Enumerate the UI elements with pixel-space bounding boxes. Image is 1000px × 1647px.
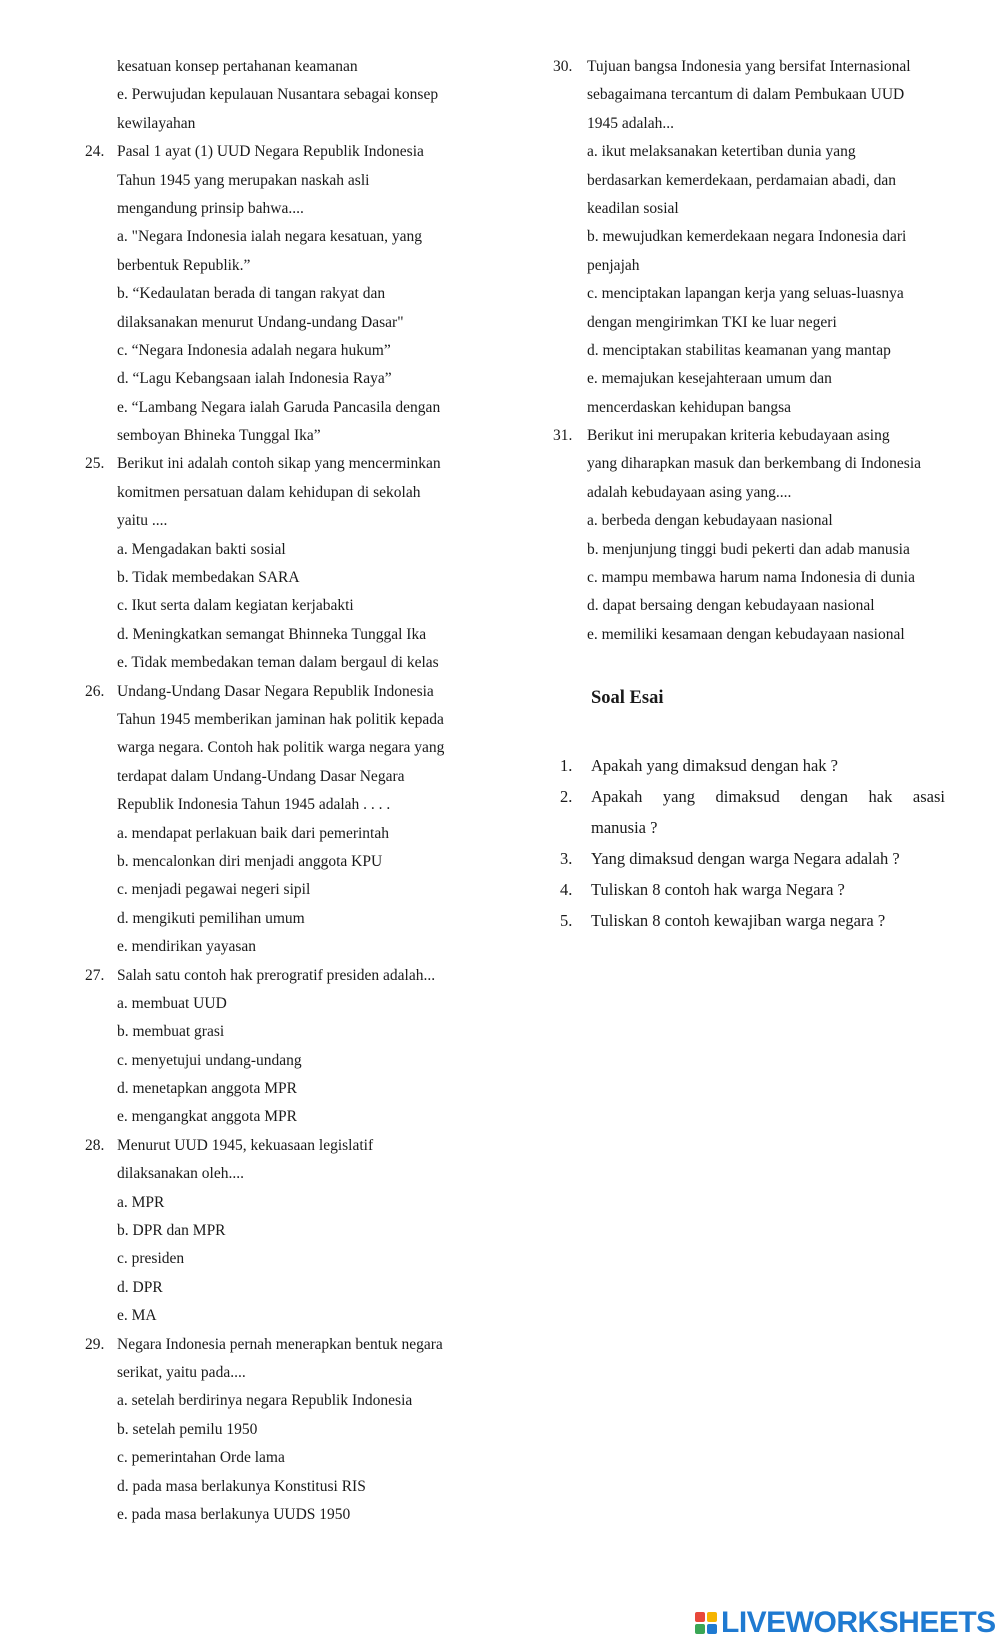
- question-31: [555, 422, 945, 649]
- option-a: a. ikut melaksanakan ketertiban dunia yang: [587, 143, 856, 161]
- essay-number: 1.: [560, 756, 573, 775]
- option-a: keadilan sosial: [587, 199, 679, 217]
- option-c: dengan mengirimkan TKI ke luar negeri: [587, 313, 837, 331]
- option-a: a. berbeda dengan kebudayaan nasional: [587, 512, 833, 530]
- option-a: a. membuat UUD: [117, 994, 227, 1012]
- essay-number: 2.: [560, 787, 573, 806]
- logo-square-blue: [707, 1624, 717, 1634]
- option-b: penjajah: [587, 256, 640, 274]
- option-e: e. memiliki kesamaan dengan kebudayaan nasional: [587, 625, 905, 643]
- right-column: [555, 53, 945, 649]
- essay-question-4: [560, 874, 945, 905]
- option-c: c. presiden: [117, 1250, 185, 1268]
- option-d: d. pada masa berlakunya Konstitusi RIS: [117, 1477, 366, 1495]
- question-text: Pasal 1 ayat (1) UUD Negara Republik Indonesia: [117, 143, 424, 161]
- question-number: 24.: [85, 143, 105, 161]
- option-d: d. dapat bersaing dengan kebudayaan nasional: [587, 597, 875, 615]
- question-28: [85, 1132, 485, 1331]
- option-b: dilaksanakan menurut Undang-undang Dasar": [117, 313, 404, 331]
- option-a: berbentuk Republik.”: [117, 256, 251, 274]
- essay-section-title: Soal Esai: [591, 688, 664, 708]
- option-e: semboyan Bhineka Tunggal Ika”: [117, 427, 321, 445]
- question-number: 28.: [85, 1136, 105, 1154]
- question-number: 27.: [85, 966, 105, 984]
- essay-text: Tuliskan 8 contoh kewajiban warga negara ?: [591, 911, 886, 930]
- option-b: b. setelah pemilu 1950: [117, 1420, 258, 1438]
- option-a: a. MPR: [117, 1193, 165, 1211]
- question-text: sebagaimana tercantum di dalam Pembukaan UUD: [587, 86, 905, 104]
- question-text: Tahun 1945 yang merupakan naskah asli: [117, 171, 370, 189]
- question-text: Salah satu contoh hak prerogratif presiden adalah...: [117, 966, 436, 984]
- option-c: c. “Negara Indonesia adalah negara hukum”: [117, 341, 391, 359]
- option-e: e. “Lambang Negara ialah Garuda Pancasila dengan: [117, 398, 441, 416]
- option-b: b. mencalonkan diri menjadi anggota KPU: [117, 852, 383, 870]
- essay-questions: [560, 750, 945, 936]
- essay-text: Apakah yang dimaksud dengan hak asasi: [591, 787, 945, 806]
- question-text: mengandung prinsip bahwa....: [117, 199, 304, 217]
- logo-text: LIVEWORKSHEETS: [721, 1606, 996, 1639]
- essay-question-2: [560, 781, 945, 843]
- option-e: e. MA: [117, 1307, 157, 1325]
- question-text: Menurut UUD 1945, kekuasaan legislatif: [117, 1136, 374, 1154]
- question-number: 29.: [85, 1335, 105, 1353]
- logo-square-yellow: [707, 1612, 717, 1622]
- option-e: e. Perwujudan kepulauan Nusantara sebagai konsep: [117, 86, 439, 104]
- question-text: terdapat dalam Undang-Undang Dasar Negara: [117, 767, 405, 785]
- option-b: b. membuat grasi: [117, 1023, 225, 1041]
- option-a: a. mendapat perlakuan baik dari pemerintah: [117, 824, 389, 842]
- question-25: [85, 450, 485, 677]
- question-text: yaitu ....: [117, 512, 168, 530]
- essay-number: 3.: [560, 849, 573, 868]
- text-line: kewilayahan: [117, 114, 196, 132]
- question-text: Berikut ini merupakan kriteria kebudayaan asing: [587, 427, 890, 445]
- option-a: a. setelah berdirinya negara Republik Indonesia: [117, 1392, 413, 1410]
- option-d: d. Meningkatkan semangat Bhinneka Tunggal Ika: [117, 625, 427, 643]
- option-d: d. “Lagu Kebangsaan ialah Indonesia Raya”: [117, 370, 392, 388]
- essay-question-1: [560, 750, 945, 781]
- option-b: b. DPR dan MPR: [117, 1222, 226, 1240]
- essay-number: 5.: [560, 911, 573, 930]
- question-text: komitmen persatuan dalam kehidupan di sekolah: [117, 483, 421, 501]
- option-d: d. menciptakan stabilitas keamanan yang mantap: [587, 341, 891, 359]
- question-text: Tujuan bangsa Indonesia yang bersifat Internasional: [587, 58, 911, 75]
- left-column: [85, 53, 485, 1529]
- question-24: [85, 138, 485, 450]
- option-b: b. Tidak membedakan SARA: [117, 569, 300, 587]
- option-b: b. “Kedaulatan berada di tangan rakyat dan: [117, 285, 386, 303]
- option-d: d. menetapkan anggota MPR: [117, 1080, 297, 1098]
- essay-text: manusia ?: [591, 818, 658, 837]
- essay-text: Apakah yang dimaksud dengan hak ?: [591, 756, 838, 775]
- question-23-continuation: [85, 53, 485, 138]
- option-e: e. pada masa berlakunya UUDS 1950: [117, 1505, 351, 1523]
- liveworksheets-logo[interactable]: [695, 1608, 996, 1638]
- question-text: 1945 adalah...: [587, 114, 674, 132]
- question-text: Negara Indonesia pernah menerapkan bentuk negara: [117, 1335, 443, 1353]
- question-26: [85, 678, 485, 962]
- question-text: Tahun 1945 memberikan jaminan hak politik kepada: [117, 710, 444, 728]
- question-27: [85, 962, 485, 1132]
- question-number: 26.: [85, 682, 105, 700]
- option-c: c. menciptakan lapangan kerja yang seluas-luasnya: [587, 285, 904, 303]
- option-c: c. menyetujui undang-undang: [117, 1051, 302, 1069]
- essay-question-3: [560, 843, 945, 874]
- question-text: Undang-Undang Dasar Negara Republik Indonesia: [117, 682, 434, 700]
- question-number: 30.: [553, 58, 573, 75]
- essay-number: 4.: [560, 880, 573, 899]
- question-text: adalah kebudayaan asing yang....: [587, 483, 792, 501]
- option-e: e. memajukan kesejahteraan umum dan: [587, 370, 832, 388]
- question-text: dilaksanakan oleh....: [117, 1165, 244, 1183]
- essay-text: Yang dimaksud dengan warga Negara adalah ?: [591, 849, 900, 868]
- logo-square-red: [695, 1612, 705, 1622]
- option-b: b. mewujudkan kemerdekaan negara Indonesia dari: [587, 228, 907, 246]
- option-a: a. Mengadakan bakti sosial: [117, 540, 286, 558]
- question-text: yang diharapkan masuk dan berkembang di Indonesia: [587, 455, 922, 473]
- question-number: 25.: [85, 455, 105, 473]
- option-c: c. Ikut serta dalam kegiatan kerjabakti: [117, 597, 354, 615]
- option-a: berdasarkan kemerdekaan, perdamaian abadi, dan: [587, 171, 896, 189]
- essay-question-5: [560, 905, 945, 936]
- essay-text: Tuliskan 8 contoh hak warga Negara ?: [591, 880, 845, 899]
- option-d: d. mengikuti pemilihan umum: [117, 909, 305, 927]
- option-b: b. menjunjung tinggi budi pekerti dan adab manusia: [587, 540, 910, 558]
- option-e: e. mendirikan yayasan: [117, 938, 257, 956]
- option-c: c. menjadi pegawai negeri sipil: [117, 881, 311, 899]
- option-d: d. DPR: [117, 1278, 163, 1296]
- option-c: c. mampu membawa harum nama Indonesia di dunia: [587, 569, 915, 587]
- question-text: serikat, yaitu pada....: [117, 1363, 246, 1381]
- logo-square-green: [695, 1624, 705, 1634]
- logo-icon: [695, 1612, 717, 1634]
- option-a: a. "Negara Indonesia ialah negara kesatuan, yang: [117, 228, 422, 246]
- option-c: c. pemerintahan Orde lama: [117, 1449, 285, 1467]
- text-line: kesatuan konsep pertahanan keamanan: [117, 58, 358, 75]
- question-text: Republik Indonesia Tahun 1945 adalah . . . .: [117, 796, 391, 814]
- option-e: e. Tidak membedakan teman dalam bergaul di kelas: [117, 654, 439, 672]
- question-text: Berikut ini adalah contoh sikap yang mencerminkan: [117, 455, 441, 473]
- question-29: [85, 1331, 485, 1530]
- option-e: mencerdaskan kehidupan bangsa: [587, 398, 792, 416]
- question-30: [555, 53, 945, 422]
- question-number: 31.: [553, 427, 573, 445]
- option-e: e. mengangkat anggota MPR: [117, 1108, 297, 1126]
- question-text: warga negara. Contoh hak politik warga negara yang: [117, 739, 445, 757]
